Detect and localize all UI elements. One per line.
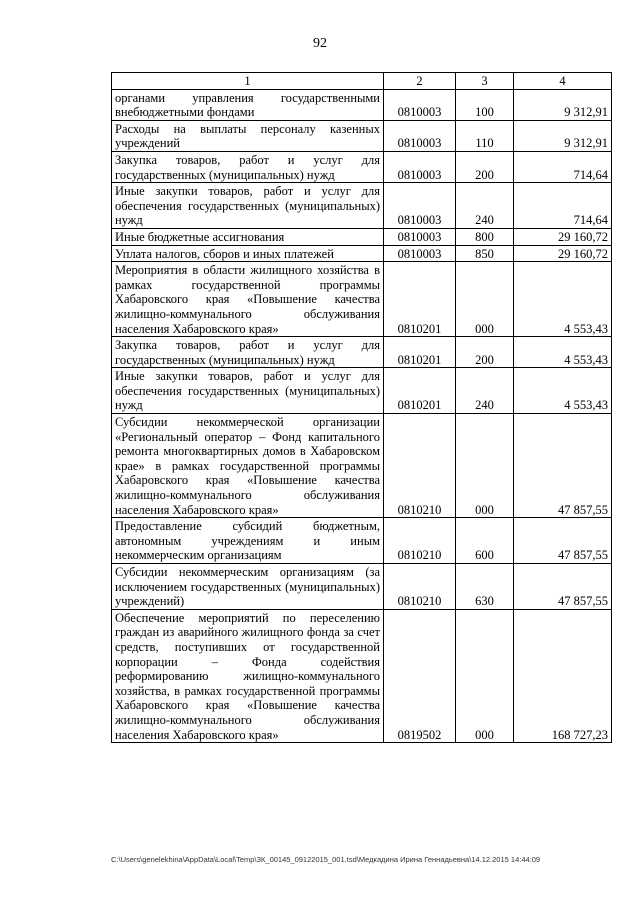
- row-sum-cell: 714,64: [514, 183, 612, 229]
- table-row: [112, 228, 612, 245]
- row-sum-cell: 29 160,72: [514, 245, 612, 262]
- row-target-code-cell: 0810210: [384, 518, 456, 564]
- table-row: [112, 89, 612, 120]
- page-number: 92: [313, 36, 327, 51]
- row-sum-cell: 714,64: [514, 151, 612, 182]
- row-sum-cell: 168 727,23: [514, 609, 612, 742]
- row-target-code-cell: 0810003: [384, 245, 456, 262]
- row-name-cell: Закупка товаров, работ и услуг для государственных (муниципальных) нужд: [112, 151, 384, 182]
- row-sum-cell: 4 553,43: [514, 337, 612, 368]
- footer-file-path: C:\Users\genelekhina\AppData\Local\Temp\ЗК_00145_09122015_001.tsd\Медкадина Ирина Геннадьевна\14.12.2015 14:44:09: [111, 855, 541, 864]
- row-name-cell: Иные бюджетные ассигнования: [112, 228, 384, 245]
- row-expense-type-cell: 200: [456, 337, 514, 368]
- row-expense-type-cell: 630: [456, 564, 514, 610]
- row-target-code-cell: 0810201: [384, 368, 456, 414]
- row-expense-type-cell: 000: [456, 414, 514, 518]
- table-row: [112, 337, 612, 368]
- table-body: [112, 89, 612, 743]
- row-name-cell: Иные закупки товаров, работ и услуг для обеспечения государственных (муниципальных) нужд: [112, 183, 384, 229]
- table-row: [112, 518, 612, 564]
- row-sum-cell: 47 857,55: [514, 414, 612, 518]
- header-col-1: 1: [112, 73, 384, 90]
- budget-table: [111, 72, 612, 743]
- table-row: [112, 151, 612, 182]
- table-row: [112, 245, 612, 262]
- row-expense-type-cell: 850: [456, 245, 514, 262]
- table-row: [112, 183, 612, 229]
- row-sum-cell: 47 857,55: [514, 564, 612, 610]
- row-sum-cell: 47 857,55: [514, 518, 612, 564]
- row-sum-cell: 4 553,43: [514, 368, 612, 414]
- table-row: [112, 414, 612, 518]
- row-name-cell: Уплата налогов, сборов и иных платежей: [112, 245, 384, 262]
- row-name-cell: Субсидии некоммерческой организации «Региональный оператор – Фонд капитального ремонта многоквартирных домов в Хабаровском крае» в рамках государственной программы Хабаровского края «Повышение качества жилищно-коммунального обслуживания населения Хабаровского края»: [112, 414, 384, 518]
- row-expense-type-cell: 240: [456, 183, 514, 229]
- row-expense-type-cell: 600: [456, 518, 514, 564]
- header-col-3: 3: [456, 73, 514, 90]
- row-name-cell: Расходы на выплаты персоналу казенных учреждений: [112, 120, 384, 151]
- row-expense-type-cell: 240: [456, 368, 514, 414]
- table-row: [112, 564, 612, 610]
- row-name-cell: органами управления государственными внебюджетными фондами: [112, 89, 384, 120]
- row-name-cell: Иные закупки товаров, работ и услуг для обеспечения государственных (муниципальных) нужд: [112, 368, 384, 414]
- row-target-code-cell: 0810210: [384, 564, 456, 610]
- row-expense-type-cell: 000: [456, 609, 514, 742]
- row-name-cell: Обеспечение мероприятий по переселению граждан из аварийного жилищного фонда за счет средств, поступивших от государственной корпорации – Фонда содействия реформированию жилищно-коммунального хозяйства, в рамках государственной программы Хабаровского края «Повышение качества жилищно-коммунального обслуживания населения Хабаровского края»: [112, 609, 384, 742]
- row-name-cell: Мероприятия в области жилищного хозяйства в рамках государственной программы Хабаровского края «Повышение качества жилищно-коммунального обслуживания населения Хабаровского края»: [112, 262, 384, 337]
- row-sum-cell: 9 312,91: [514, 89, 612, 120]
- table-row: [112, 262, 612, 337]
- table-row: [112, 120, 612, 151]
- row-target-code-cell: 0810003: [384, 120, 456, 151]
- row-target-code-cell: 0810003: [384, 228, 456, 245]
- row-sum-cell: 29 160,72: [514, 228, 612, 245]
- row-name-cell: Закупка товаров, работ и услуг для государственных (муниципальных) нужд: [112, 337, 384, 368]
- table-header-row: [112, 73, 612, 90]
- row-target-code-cell: 0819502: [384, 609, 456, 742]
- row-target-code-cell: 0810003: [384, 183, 456, 229]
- row-name-cell: Предоставление субсидий бюджетным, автономным учреждениям и иным некоммерческим организациям: [112, 518, 384, 564]
- row-name-cell: Субсидии некоммерческим организациям (за исключением государственных (муниципальных) учреждений): [112, 564, 384, 610]
- row-expense-type-cell: 110: [456, 120, 514, 151]
- row-target-code-cell: 0810003: [384, 151, 456, 182]
- row-target-code-cell: 0810210: [384, 414, 456, 518]
- table-row: [112, 609, 612, 742]
- row-expense-type-cell: 200: [456, 151, 514, 182]
- row-expense-type-cell: 800: [456, 228, 514, 245]
- row-expense-type-cell: 100: [456, 89, 514, 120]
- row-target-code-cell: 0810201: [384, 337, 456, 368]
- row-target-code-cell: 0810003: [384, 89, 456, 120]
- header-col-2: 2: [384, 73, 456, 90]
- row-expense-type-cell: 000: [456, 262, 514, 337]
- row-sum-cell: 9 312,91: [514, 120, 612, 151]
- table-row: [112, 368, 612, 414]
- row-target-code-cell: 0810201: [384, 262, 456, 337]
- header-col-4: 4: [514, 73, 612, 90]
- row-sum-cell: 4 553,43: [514, 262, 612, 337]
